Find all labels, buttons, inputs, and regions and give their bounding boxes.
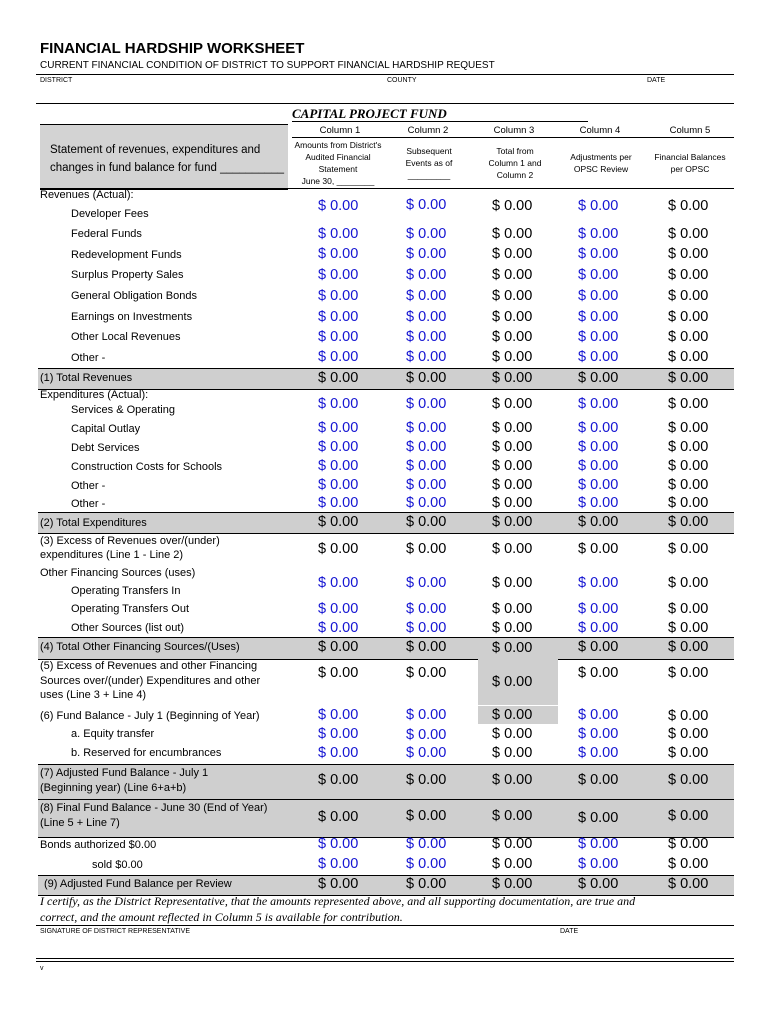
services-operating-col1[interactable]: $ 0.00 (318, 396, 359, 412)
surplus-property-col5: $ 0.00 (668, 267, 709, 283)
column-5-header: Column 5 (669, 125, 711, 136)
label-adjusted-per-review: (9) Adjusted Fund Balance per Review (44, 878, 232, 890)
column-1-description (290, 139, 386, 187)
column-2-desc-line1: Subsequent (406, 146, 452, 156)
header-bottom-rule (40, 188, 734, 189)
label-excess5-line2: Sources over/(under) Expenditures and other (40, 675, 261, 687)
bonds-authorized-col5: $ 0.00 (668, 836, 709, 852)
excess-col3: $ 0.00 (492, 541, 533, 557)
developer-fees-col1[interactable]: $ 0.00 (318, 198, 359, 214)
other-sources-col4[interactable]: $ 0.00 (578, 620, 619, 636)
reserved-col5: $ 0.00 (668, 745, 709, 761)
excess5-col5: $ 0.00 (668, 665, 709, 681)
reserved-col4[interactable]: $ 0.00 (578, 745, 619, 761)
label-sold: sold $0.00 (92, 859, 143, 871)
total-revenues-col1: $ 0.00 (318, 370, 359, 386)
construction-costs-col4[interactable]: $ 0.00 (578, 458, 619, 474)
equity-transfer-col5: $ 0.00 (668, 726, 709, 742)
other-expense-2-col1[interactable]: $ 0.00 (318, 495, 359, 511)
adjusted-per-review-col5: $ 0.00 (668, 876, 709, 892)
other-local-col4[interactable]: $ 0.00 (578, 329, 619, 345)
debt-services-col5: $ 0.00 (668, 439, 709, 455)
other-expense-2-col4[interactable]: $ 0.00 (578, 495, 619, 511)
surplus-property-col4[interactable]: $ 0.00 (578, 267, 619, 283)
earnings-col3: $ 0.00 (492, 309, 533, 325)
total-revenues-col2: $ 0.00 (406, 370, 447, 386)
adjusted-col1: $ 0.00 (318, 772, 359, 788)
reserved-col2[interactable]: $ 0.00 (406, 745, 447, 761)
transfers-in-col4[interactable]: $ 0.00 (578, 575, 619, 591)
certification-line1: I certify, as the District Representative, that the amounts represented above, and all supporting documentation, are true and (40, 894, 636, 908)
total-other-financing-col2: $ 0.00 (406, 639, 447, 655)
sold-col4[interactable]: $ 0.00 (578, 856, 619, 872)
total-other-financing-col5: $ 0.00 (668, 639, 709, 655)
fund-balance-col4[interactable]: $ 0.00 (578, 707, 619, 723)
go-bonds-col1[interactable]: $ 0.00 (318, 288, 359, 304)
go-bonds-col2[interactable]: $ 0.00 (406, 288, 447, 304)
final-col3: $ 0.00 (492, 808, 533, 824)
column-4-description (558, 151, 644, 175)
label-excess-line2: expenditures (Line 1 - Line 2) (40, 549, 184, 561)
transfers-in-col2[interactable]: $ 0.00 (406, 575, 447, 591)
sold-col3: $ 0.00 (492, 856, 533, 872)
capital-outlay-col3: $ 0.00 (492, 420, 533, 436)
label-expenditures-actual: Expenditures (Actual): (40, 389, 149, 401)
go-bonds-col3: $ 0.00 (492, 288, 533, 304)
adjusted-col4: $ 0.00 (578, 772, 619, 788)
transfers-in-col3: $ 0.00 (492, 575, 533, 591)
excess-col4: $ 0.00 (578, 541, 619, 557)
column-3-desc-line3: Column 2 (496, 170, 534, 180)
total-revenues-band (38, 368, 734, 390)
reserved-col3: $ 0.00 (492, 745, 533, 761)
other-revenue-col4[interactable]: $ 0.00 (578, 349, 619, 365)
label-construction-costs: Construction Costs for Schools (71, 461, 223, 473)
label-excess5-line3: uses (Line 3 + Line 4) (40, 689, 147, 701)
bonds-authorized-col2[interactable]: $ 0.00 (406, 836, 447, 852)
label-other-sources: Other Sources (list out) (71, 622, 185, 634)
developer-fees-col2[interactable]: $ 0.00 (406, 197, 447, 213)
other-local-col1[interactable]: $ 0.00 (318, 329, 359, 345)
adjusted-per-review-col3: $ 0.00 (492, 876, 533, 892)
other-expense-1-col4[interactable]: $ 0.00 (578, 477, 619, 493)
transfers-out-col1[interactable]: $ 0.00 (318, 601, 359, 617)
other-revenue-col5: $ 0.00 (668, 349, 709, 365)
other-local-col2[interactable]: $ 0.00 (406, 329, 447, 345)
capital-outlay-col4[interactable]: $ 0.00 (578, 420, 619, 436)
column-3-header: Column 3 (493, 125, 535, 136)
label-debt-services: Debt Services (71, 442, 140, 454)
adjusted-per-review-col1: $ 0.00 (318, 876, 359, 892)
column-5-description (646, 151, 734, 175)
date-label: DATE (647, 77, 666, 84)
column-4-desc-line1: Adjustments per (570, 152, 632, 162)
excess5-col3: $ 0.00 (492, 674, 533, 690)
column-1-desc-line1: Amounts from District's (294, 140, 382, 150)
final-col4: $ 0.00 (578, 810, 619, 826)
total-revenues-col5: $ 0.00 (668, 370, 709, 386)
other-expense-1-col5: $ 0.00 (668, 477, 709, 493)
adjusted-per-review-col4: $ 0.00 (578, 876, 619, 892)
column-header-rule (292, 137, 734, 138)
equity-transfer-col1[interactable]: $ 0.00 (318, 726, 359, 742)
fund-title: CAPITAL PROJECT FUND (292, 106, 447, 121)
column-1-desc-line4: June 30, ________ (301, 176, 375, 186)
other-expense-2-col3: $ 0.00 (492, 495, 533, 511)
total-expenditures-col1: $ 0.00 (318, 514, 359, 530)
fund-balance-col5: $ 0.00 (668, 708, 709, 724)
header-rule (36, 74, 734, 75)
federal-funds-col1[interactable]: $ 0.00 (318, 226, 359, 242)
label-excess5-line1: (5) Excess of Revenues and other Financing (40, 660, 258, 672)
column-3-desc-line2: Column 1 and (488, 158, 542, 168)
label-redevelopment-funds: Redevelopment Funds (71, 249, 182, 261)
earnings-col1[interactable]: $ 0.00 (318, 309, 359, 325)
column-1-header: Column 1 (319, 125, 361, 136)
page-subtitle: CURRENT FINANCIAL CONDITION OF DISTRICT TO SUPPORT FINANCIAL HARDSHIP REQUEST (40, 60, 495, 71)
construction-costs-col3: $ 0.00 (492, 458, 533, 474)
adjusted-col2: $ 0.00 (406, 772, 447, 788)
federal-funds-col2[interactable]: $ 0.00 (406, 226, 447, 242)
label-total-expenditures: (2) Total Expenditures (40, 517, 147, 529)
transfers-out-col4[interactable]: $ 0.00 (578, 601, 619, 617)
label-other-local: Other Local Revenues (71, 331, 181, 343)
transfers-in-col5: $ 0.00 (668, 575, 709, 591)
statement-label-line2: changes in fund balance for fund __________ (50, 162, 285, 174)
final-col5: $ 0.00 (668, 808, 709, 824)
label-federal-funds: Federal Funds (71, 228, 142, 240)
statement-label-box (40, 124, 288, 190)
total-other-financing-col3: $ 0.00 (492, 640, 533, 656)
adjusted-per-review-col2: $ 0.00 (406, 876, 447, 892)
excess5-col2: $ 0.00 (406, 665, 447, 681)
label-total-other-financing: (4) Total Other Financing Sources/(Uses) (40, 641, 240, 653)
other-expense-1-col2[interactable]: $ 0.00 (406, 477, 447, 493)
surplus-property-col1[interactable]: $ 0.00 (318, 267, 359, 283)
signature-label: SIGNATURE OF DISTRICT REPRESENTATIVE (40, 928, 190, 935)
construction-costs-col5: $ 0.00 (668, 458, 709, 474)
label-equity-transfer: a. Equity transfer (71, 728, 155, 740)
fund-title-underline (292, 121, 588, 122)
label-adjusted-line1: (7) Adjusted Fund Balance - July 1 (40, 767, 209, 779)
signature-rule (36, 925, 734, 926)
label-go-bonds: General Obligation Bonds (71, 290, 197, 302)
label-final-line1: (8) Final Fund Balance - June 30 (End of Year) (40, 802, 268, 814)
surplus-property-col2[interactable]: $ 0.00 (406, 267, 447, 283)
other-expense-1-col1[interactable]: $ 0.00 (318, 477, 359, 493)
header-rule-2 (36, 103, 734, 104)
label-reserved: b. Reserved for encumbrances (71, 747, 222, 759)
debt-services-col1[interactable]: $ 0.00 (318, 439, 359, 455)
surplus-property-col3: $ 0.00 (492, 267, 533, 283)
label-services-operating: Services & Operating (71, 404, 175, 416)
column-2-description (386, 145, 472, 181)
label-developer-fees: Developer Fees (71, 208, 149, 220)
total-expenditures-col5: $ 0.00 (668, 514, 709, 530)
label-other-revenue: Other - (71, 352, 106, 364)
label-other-financing: Other Financing Sources (uses) (40, 567, 196, 579)
label-transfers-in: Operating Transfers In (71, 585, 181, 597)
other-sources-col3: $ 0.00 (492, 620, 533, 636)
statement-label-line1: Statement of revenues, expenditures and (50, 144, 261, 156)
go-bonds-col5: $ 0.00 (668, 288, 709, 304)
footer-rule (36, 958, 734, 959)
capital-outlay-col1[interactable]: $ 0.00 (318, 420, 359, 436)
other-expense-2-col5: $ 0.00 (668, 495, 709, 511)
bonds-authorized-col3: $ 0.00 (492, 836, 533, 852)
other-revenue-col1[interactable]: $ 0.00 (318, 349, 359, 365)
federal-funds-col5: $ 0.00 (668, 226, 709, 242)
footer-rule-2 (36, 961, 734, 962)
equity-transfer-col4[interactable]: $ 0.00 (578, 726, 619, 742)
go-bonds-col4[interactable]: $ 0.00 (578, 288, 619, 304)
label-other-expense-2: Other - (71, 498, 106, 510)
sold-col1[interactable]: $ 0.00 (318, 856, 359, 872)
debt-services-col3: $ 0.00 (492, 439, 533, 455)
column-1-desc-line3: Statement (318, 164, 358, 174)
redevelopment-col5: $ 0.00 (668, 246, 709, 262)
earnings-col4[interactable]: $ 0.00 (578, 309, 619, 325)
column-5-desc-line2: per OPSC (670, 164, 710, 174)
redevelopment-col1[interactable]: $ 0.00 (318, 246, 359, 262)
label-transfers-out: Operating Transfers Out (71, 603, 189, 615)
other-expense-1-col3: $ 0.00 (492, 477, 533, 493)
label-revenues-actual: Revenues (Actual): (40, 189, 134, 201)
transfers-out-col2[interactable]: $ 0.00 (406, 601, 447, 617)
transfers-out-col5: $ 0.00 (668, 601, 709, 617)
fund-balance-col3: $ 0.00 (492, 707, 533, 723)
total-expenditures-col3: $ 0.00 (492, 514, 533, 530)
label-excess-line1: (3) Excess of Revenues over/(under) (40, 535, 220, 547)
bonds-authorized-col1[interactable]: $ 0.00 (318, 836, 359, 852)
federal-funds-col3: $ 0.00 (492, 226, 533, 242)
total-expenditures-col4: $ 0.00 (578, 514, 619, 530)
total-revenues-col4: $ 0.00 (578, 370, 619, 386)
federal-funds-col4[interactable]: $ 0.00 (578, 226, 619, 242)
column-2-desc-line2: Events as of (405, 158, 453, 168)
label-earnings: Earnings on Investments (71, 311, 193, 323)
adjusted-col5: $ 0.00 (668, 772, 709, 788)
excess-col5: $ 0.00 (668, 541, 709, 557)
column-5-desc-line1: Financial Balances (654, 152, 726, 162)
equity-transfer-col2[interactable]: $ 0.00 (406, 727, 447, 743)
developer-fees-col5: $ 0.00 (668, 198, 709, 214)
services-operating-col3: $ 0.00 (492, 396, 533, 412)
bonds-authorized-col4[interactable]: $ 0.00 (578, 836, 619, 852)
excess5-col1: $ 0.00 (318, 665, 359, 681)
other-local-col3: $ 0.00 (492, 329, 533, 345)
redevelopment-col3: $ 0.00 (492, 246, 533, 262)
debt-services-col2[interactable]: $ 0.00 (406, 439, 447, 455)
label-final-line2: (Line 5 + Line 7) (40, 817, 120, 829)
certification-line2: correct, and the amount reflected in Column 5 is available for contribution. (40, 910, 403, 924)
final-col1: $ 0.00 (318, 809, 359, 825)
capital-outlay-col5: $ 0.00 (668, 420, 709, 436)
page-title: FINANCIAL HARDSHIP WORKSHEET (40, 40, 305, 57)
column-3-description (472, 145, 558, 181)
other-revenue-col2[interactable]: $ 0.00 (406, 349, 447, 365)
redevelopment-col4[interactable]: $ 0.00 (578, 246, 619, 262)
column-4-header: Column 4 (579, 125, 621, 136)
capital-outlay-col2[interactable]: $ 0.00 (406, 420, 447, 436)
label-surplus-property: Surplus Property Sales (71, 269, 184, 281)
earnings-col2[interactable]: $ 0.00 (406, 309, 447, 325)
statement-label (50, 141, 284, 177)
fund-balance-col2[interactable]: $ 0.00 (406, 707, 447, 723)
services-operating-col5: $ 0.00 (668, 396, 709, 412)
column-2-desc-line3: _________ (407, 170, 451, 180)
sold-col2[interactable]: $ 0.00 (406, 856, 447, 872)
other-sources-col1[interactable]: $ 0.00 (318, 620, 359, 636)
signature-date-label: DATE (560, 928, 579, 935)
debt-services-col4[interactable]: $ 0.00 (578, 439, 619, 455)
column-3-desc-line1: Total from (496, 146, 534, 156)
other-revenue-col3: $ 0.00 (492, 349, 533, 365)
label-total-revenues: (1) Total Revenues (40, 372, 133, 384)
label-other-expense-1: Other - (71, 480, 106, 492)
earnings-col5: $ 0.00 (668, 309, 709, 325)
excess5-col4: $ 0.00 (578, 665, 619, 681)
final-col2: $ 0.00 (406, 808, 447, 824)
column-2-header: Column 2 (407, 125, 449, 136)
county-label: COUNTY (387, 77, 417, 84)
total-expenditures-col2: $ 0.00 (406, 514, 447, 530)
label-adjusted-line2: (Beginning year) (Line 6+a+b) (40, 782, 187, 794)
equity-transfer-col3: $ 0.00 (492, 726, 533, 742)
district-label: DISTRICT (40, 77, 73, 84)
redevelopment-col2[interactable]: $ 0.00 (406, 246, 447, 262)
total-revenues-col3: $ 0.00 (492, 370, 533, 386)
label-bonds-authorized: Bonds authorized $0.00 (40, 839, 157, 851)
construction-costs-col2[interactable]: $ 0.00 (406, 458, 447, 474)
other-local-col5: $ 0.00 (668, 329, 709, 345)
transfers-out-col3: $ 0.00 (492, 601, 533, 617)
excess-col1: $ 0.00 (318, 541, 359, 557)
column-4-desc-line2: OPSC Review (573, 164, 629, 174)
developer-fees-col3: $ 0.00 (492, 198, 533, 214)
construction-costs-col1[interactable]: $ 0.00 (318, 458, 359, 474)
sold-col5: $ 0.00 (668, 856, 709, 872)
developer-fees-col4[interactable]: $ 0.00 (578, 198, 619, 214)
other-sources-col2[interactable]: $ 0.00 (406, 620, 447, 636)
label-fund-balance: (6) Fund Balance - July 1 (Beginning of Year) (40, 710, 260, 722)
fund-balance-col1[interactable]: $ 0.00 (318, 707, 359, 723)
other-expense-2-col2[interactable]: $ 0.00 (406, 495, 447, 511)
adjusted-col3: $ 0.00 (492, 772, 533, 788)
column-1-desc-line2: Audited Financial (305, 152, 371, 162)
total-other-financing-col4: $ 0.00 (578, 639, 619, 655)
total-other-financing-col1: $ 0.00 (318, 639, 359, 655)
other-sources-col5: $ 0.00 (668, 620, 709, 636)
label-capital-outlay: Capital Outlay (71, 423, 141, 435)
footer-mark: v (40, 965, 44, 972)
reserved-col1[interactable]: $ 0.00 (318, 745, 359, 761)
transfers-in-col1[interactable]: $ 0.00 (318, 575, 359, 591)
excess-col2: $ 0.00 (406, 541, 447, 557)
services-operating-col4[interactable]: $ 0.00 (578, 396, 619, 412)
services-operating-col2[interactable]: $ 0.00 (406, 396, 447, 412)
